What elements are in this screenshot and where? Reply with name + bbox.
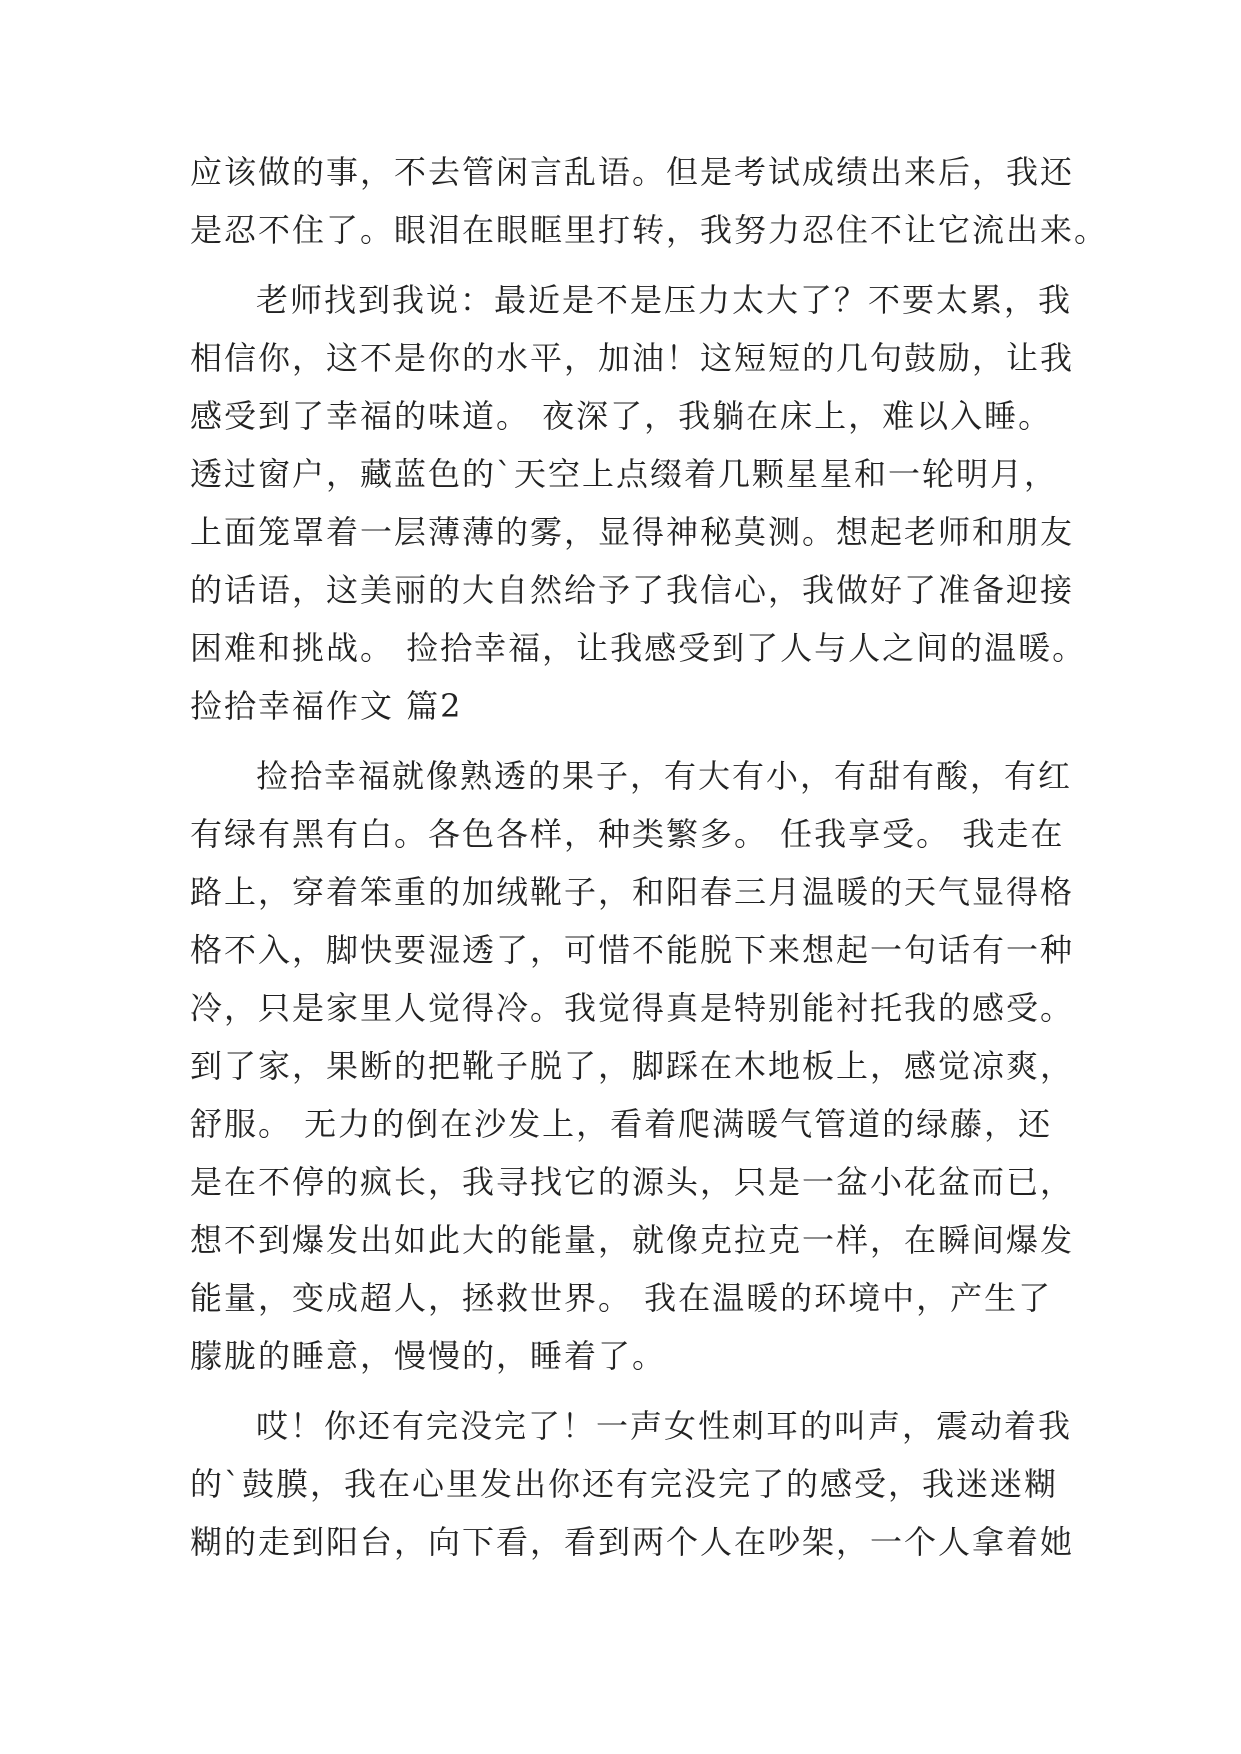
text-line: 舒服。 无力的倒在沙发上，看着爬满暖气管道的绿藤，还	[190, 1105, 1053, 1143]
section-heading: 捡拾幸福作文 篇2	[190, 687, 463, 725]
text-line: 的话语，这美丽的大自然给予了我信心，我做好了准备迎接	[190, 571, 1075, 609]
text-line: 困难和挑战。 捡拾幸福，让我感受到了人与人之间的温暖。	[190, 629, 1087, 667]
text-line: 是在不停的疯长，我寻找它的源头，只是一盆小花盆而已，	[190, 1163, 1075, 1201]
text-line: 应该做的事，不去管闲言乱语。但是考试成绩出来后，我还	[190, 153, 1075, 191]
text-line: 想不到爆发出如此大的能量，就像克拉克一样，在瞬间爆发	[190, 1221, 1075, 1259]
text-line: 是忍不住了。眼泪在眼眶里打转，我努力忍住不让它流出来。	[190, 211, 1109, 249]
text-line: 上面笼罩着一层薄薄的雾，显得神秘莫测。想起老师和朋友	[190, 513, 1075, 551]
text-line: 格不入，脚快要湿透了，可惜不能脱下来想起一句话有一种	[190, 931, 1075, 969]
text-line: 能量，变成超人，拯救世界。 我在温暖的环境中，产生了	[190, 1279, 1053, 1317]
text-line: 冷，只是家里人觉得冷。我觉得真是特别能衬托我的感受。	[190, 989, 1075, 1027]
text-line: 透过窗户，藏蓝色的`天空上点缀着几颗星星和一轮明月，	[190, 455, 1059, 493]
paragraph-first-line: 捡拾幸福就像熟透的果子，有大有小，有甜有酸，有红	[256, 757, 1073, 795]
paragraph-first-line: 哎！你还有完没完了！一声女性刺耳的叫声，震动着我	[256, 1407, 1073, 1445]
text-line: 相信你，这不是你的水平，加油！这短短的几句鼓励，让我	[190, 339, 1075, 377]
text-line: 路上，穿着笨重的加绒靴子，和阳春三月温暖的天气显得格	[190, 873, 1075, 911]
text-line: 糊的走到阳台，向下看，看到两个人在吵架，一个人拿着她	[190, 1523, 1075, 1561]
text-line: 感受到了幸福的味道。 夜深了，我躺在床上，难以入睡。	[190, 397, 1053, 435]
text-line: 到了家，果断的把靴子脱了，脚踩在木地板上，感觉凉爽，	[190, 1047, 1075, 1085]
text-line: 朦胧的睡意，慢慢的，睡着了。	[190, 1337, 667, 1375]
text-line: 的`鼓膜，我在心里发出你还有完没完了的感受，我迷迷糊	[190, 1465, 1059, 1503]
text-line: 有绿有黑有白。各色各样，种类繁多。 任我享受。 我走在	[190, 815, 1065, 853]
paragraph-first-line: 老师找到我说：最近是不是压力太大了？不要太累，我	[256, 281, 1073, 319]
